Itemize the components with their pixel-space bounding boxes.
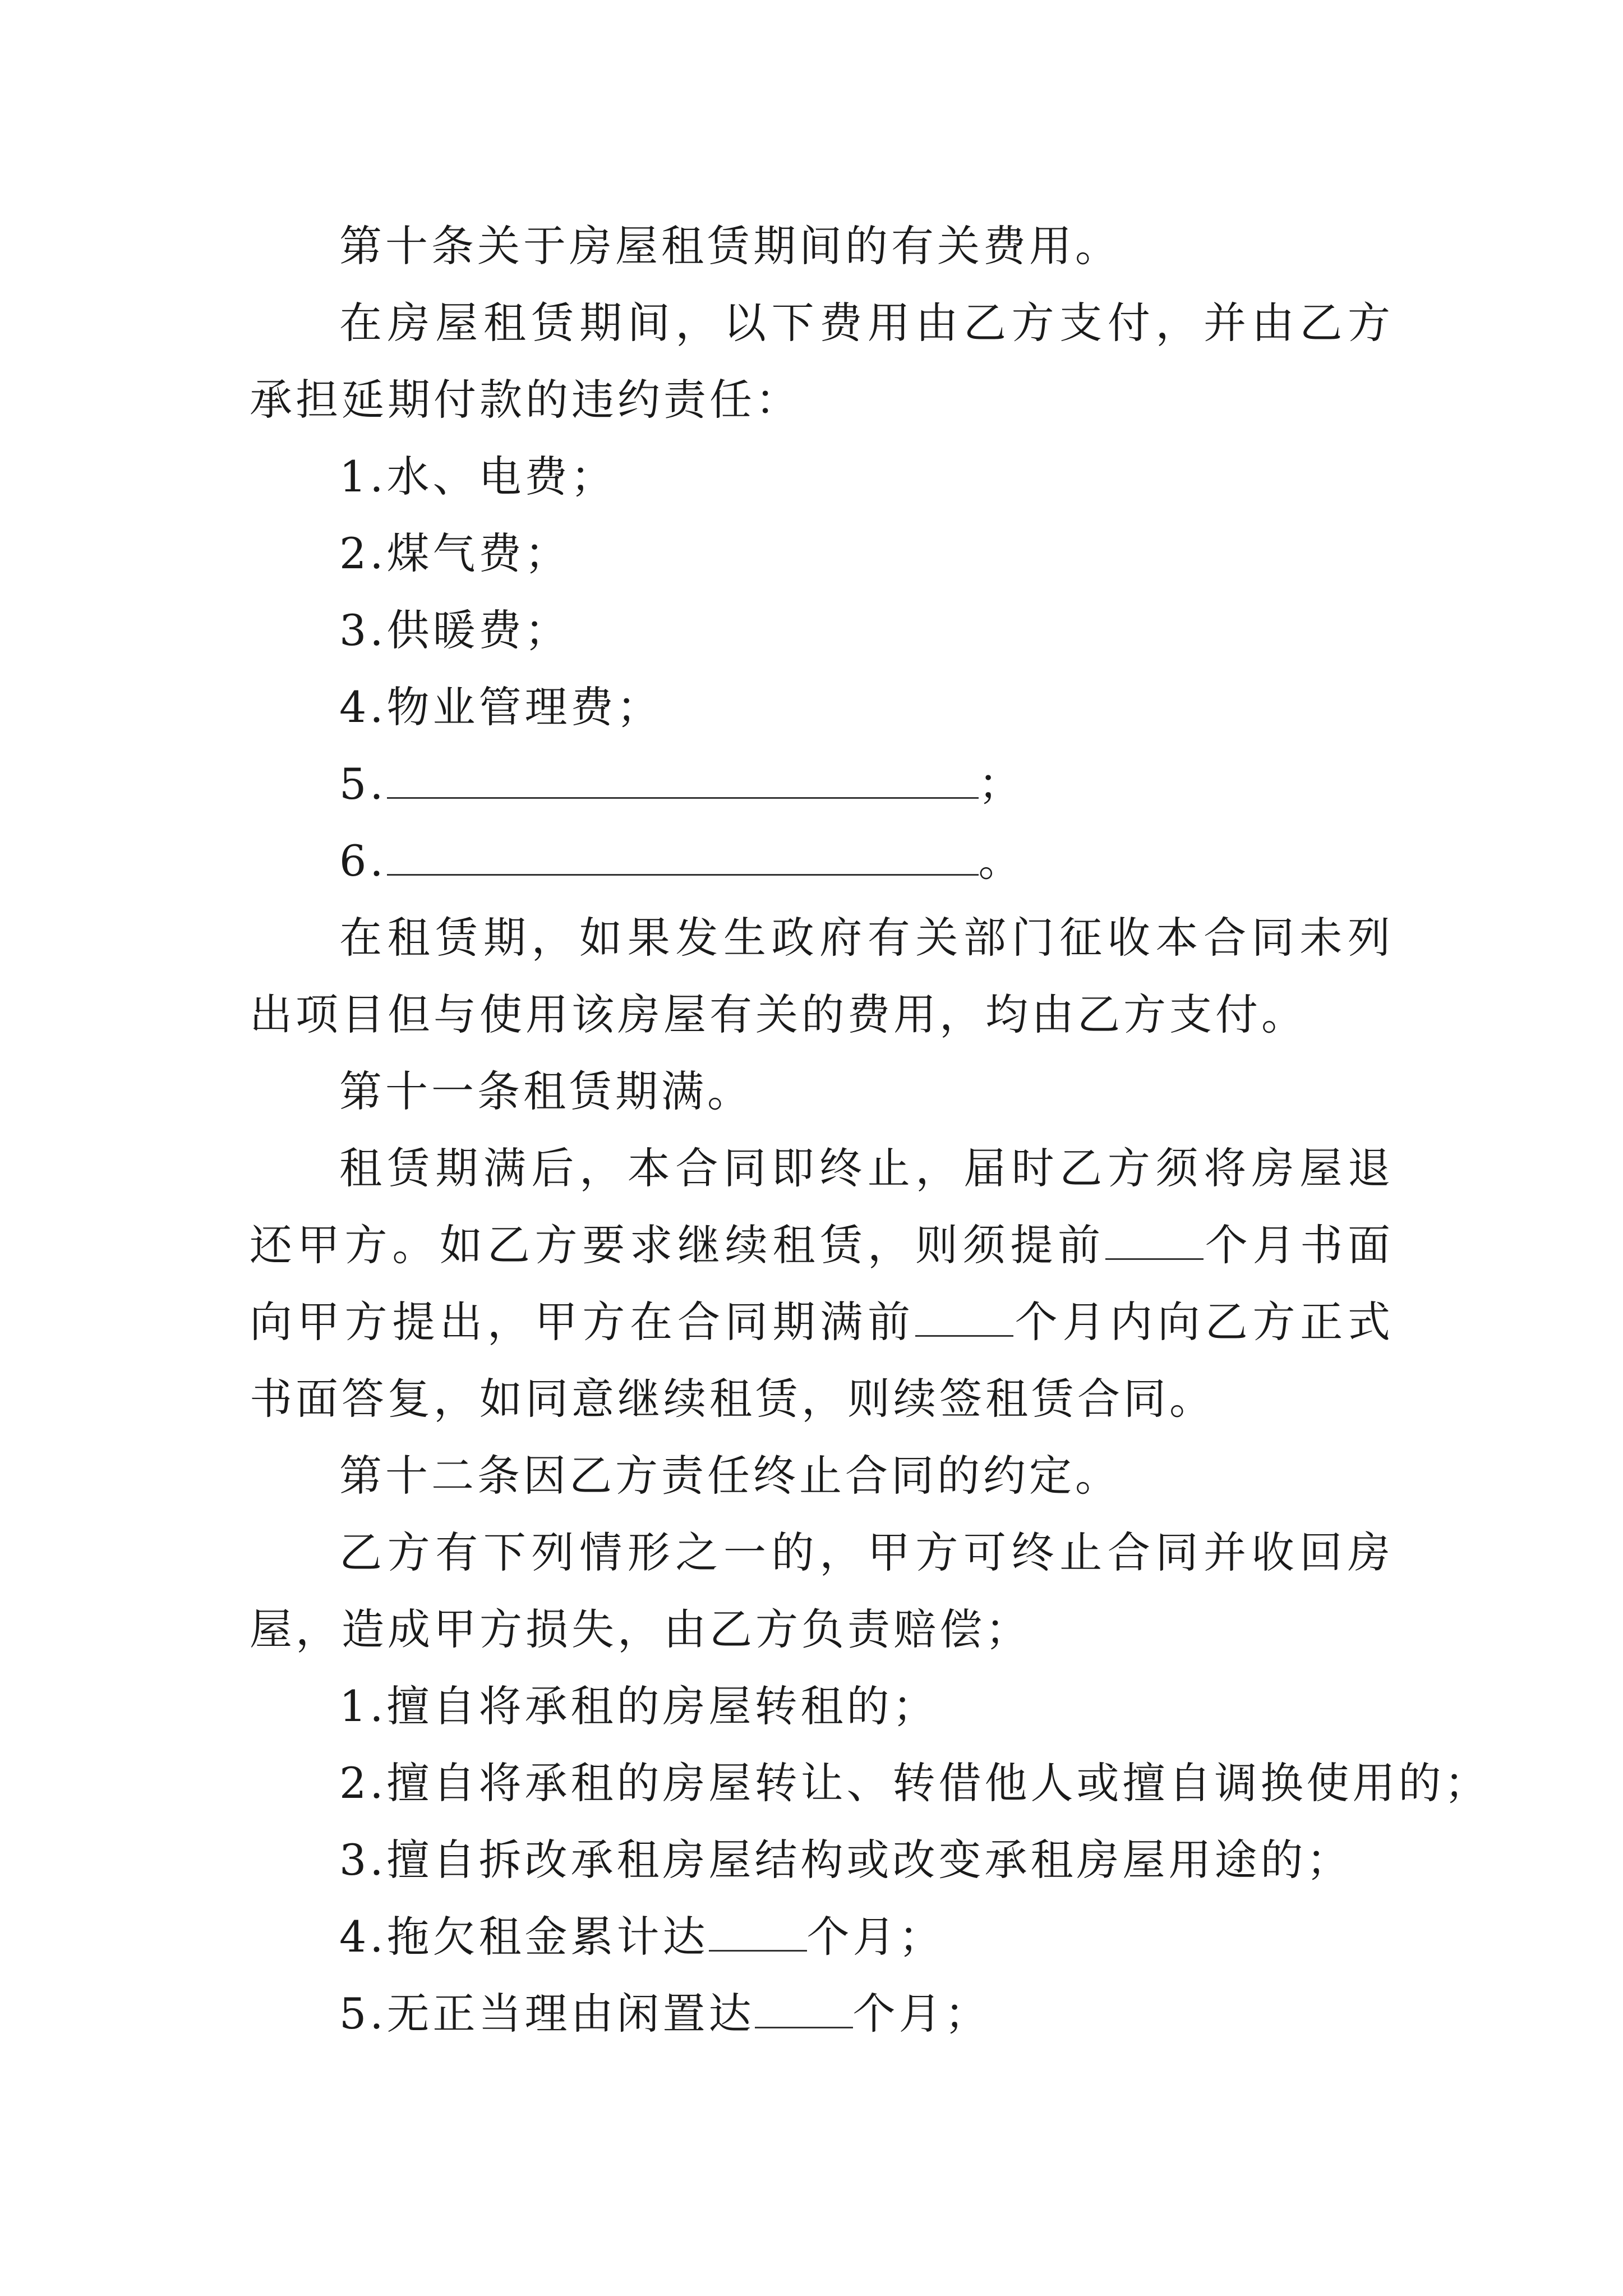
article-11-title: 第十一条租赁期满。 [339,1066,753,1116]
article-10-intro: 在房屋租赁期间，以下费用由乙方支付，并由乙方承担延期付款的违约责任： [250,298,1394,425]
article-12-item-5 [250,1975,1394,2052]
blank-line [387,836,979,876]
item-5-prefix: 5. [339,759,387,809]
article-11-part-3: 个月内向乙方正式书面答复，如同意继续租赁，则续签租赁合同。 [250,1297,1394,1424]
article-10-item-6 [250,822,1394,899]
article-10-title: 第十条关于房屋租赁期间的有关费用。 [339,221,1121,271]
blank-line [755,1989,853,2028]
document-body [250,208,1491,2052]
article-12-item-1: 1.擅自将承租的房屋转租的； [339,1681,939,1731]
blank-line [387,759,979,799]
item-5-suffix: 个月； [852,1989,991,2039]
blank-line [709,1912,807,1952]
blank-line [915,1297,1013,1337]
article-10-closing: 在租赁期，如果发生政府有关部门征收本合同未列出项目但与使用该房屋有关的费用，均由乙方支付。 [250,913,1394,1039]
article-10-item-1: 1.水、电费； [339,452,617,501]
article-11-part-1: 租赁期满后，本合同即终止，届时乙方须将房屋退还甲方。如乙方要求继续租赁，则须提前 [250,1143,1394,1270]
article-10-item-3: 3.供暖费； [339,605,571,655]
item-6-suffix: 。 [978,836,1025,886]
item-5-suffix: ； [978,759,1025,809]
item-4-prefix: 4.拖欠租金累计达 [339,1912,709,1962]
article-12-intro: 乙方有下列情形之一的，甲方可终止合同并收回房屋，造成甲方损失，由乙方负责赔偿； [250,1527,1394,1654]
article-12-item-4 [250,1898,1394,1975]
article-10-item-4: 4.物业管理费； [339,682,663,732]
article-11-part-2: 个月书面向甲方提出，甲方在合同期满前 [250,1220,1394,1347]
article-12-title: 第十二条因乙方责任终止合同的约定。 [339,1451,1121,1501]
article-11-body [250,1130,1394,1437]
item-4-suffix: 个月； [806,1912,945,1962]
blank-line [1105,1220,1204,1260]
article-12-item-3: 3.擅自拆改承租房屋结构或改变承租房屋用途的； [339,1835,1353,1885]
article-10-item-2: 2.煤气费； [339,528,571,578]
item-6-prefix: 6. [339,836,387,886]
article-12-item-2: 2.擅自将承租的房屋转让、转借他人或擅自调换使用的； [339,1758,1491,1808]
item-5-prefix: 5.无正当理由闲置达 [339,1989,755,2039]
article-10-item-5 [250,746,1394,822]
